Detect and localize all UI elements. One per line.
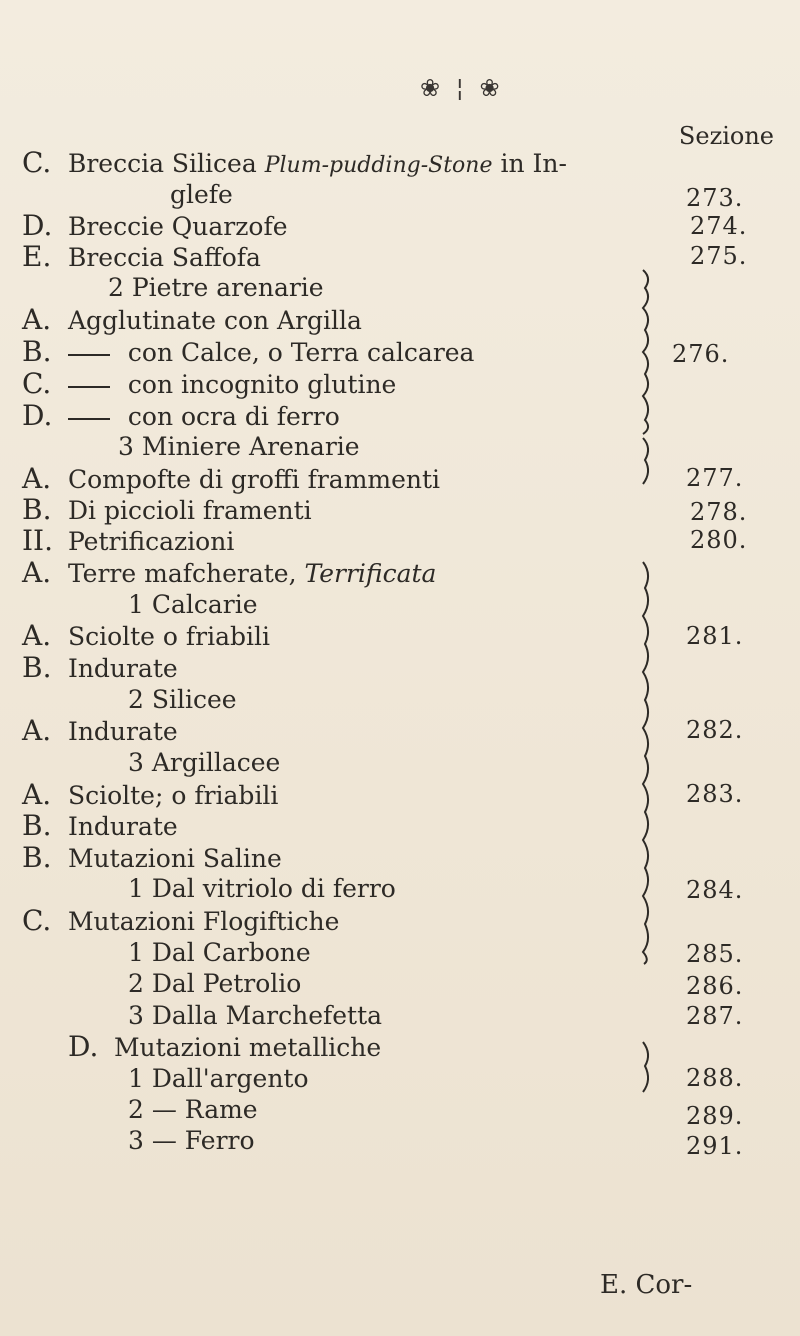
entry-text-after: in In- xyxy=(500,149,567,178)
entry-line xyxy=(22,526,234,557)
entry-text: Mutazioni Flogiftiche xyxy=(67,907,340,936)
entry-line xyxy=(128,1126,255,1156)
entry-text: Indurate xyxy=(67,812,178,841)
entry-line xyxy=(22,337,474,368)
entry-line xyxy=(22,621,270,652)
entry-text: con ocra di ferro xyxy=(127,402,340,431)
entry-line xyxy=(22,495,312,526)
entry-letter: A. xyxy=(22,714,52,747)
entry-text: Compofte di groffi frammenti xyxy=(67,465,441,494)
bracket xyxy=(640,1040,654,1094)
printer-ornament: ❀ ¦ ❀ xyxy=(420,74,504,102)
page-reference: 277. xyxy=(686,464,744,492)
entry-text: 2 Pietre arenarie xyxy=(108,273,324,302)
bracket xyxy=(640,436,654,486)
entry-line xyxy=(170,180,233,210)
page-reference: 281. xyxy=(686,622,744,650)
entry-text: con Calce, o Terra calcarea xyxy=(127,338,475,367)
catchword: E. Cor- xyxy=(600,1270,693,1300)
page-reference: 284. xyxy=(686,876,744,904)
entry-text: 2 — Rame xyxy=(128,1095,258,1124)
entry-line xyxy=(22,1032,381,1063)
entry-text-italic: Plum-pudding-Stone xyxy=(264,153,493,178)
page-reference: 285. xyxy=(686,940,744,968)
entry-text: Breccie Quarzofe xyxy=(67,212,288,241)
entry-line xyxy=(22,716,178,747)
page-reference: 278. xyxy=(690,498,748,526)
entry-letter: A. xyxy=(22,619,52,652)
entry-line xyxy=(128,748,280,778)
entry-text: Sciolte o friabili xyxy=(67,622,271,651)
entry-letter: B. xyxy=(22,493,52,526)
entry-line xyxy=(128,1001,382,1031)
bracket xyxy=(640,560,654,966)
page-reference: 276. xyxy=(672,340,730,368)
entry-line xyxy=(22,464,440,495)
page-reference: 291. xyxy=(686,1132,744,1160)
entry-letter: II. xyxy=(22,524,54,557)
entry-text: 3 Argillacee xyxy=(128,748,281,777)
entry-line xyxy=(128,1064,309,1094)
entry-line xyxy=(22,369,396,400)
page-reference: 282. xyxy=(686,716,744,744)
entry-text: 1 Dall'argento xyxy=(128,1064,309,1093)
entry-letter: D. xyxy=(68,1030,99,1063)
page-reference: 273. xyxy=(686,184,744,212)
entry-line xyxy=(128,685,237,715)
entry-line xyxy=(22,305,362,336)
page-reference: 286. xyxy=(686,972,744,1000)
entry-text: 3 — Ferro xyxy=(128,1126,255,1155)
entry-line xyxy=(22,148,567,181)
entry-text: Petrificazioni xyxy=(67,527,235,556)
entry-text: Mutazioni metalliche xyxy=(113,1033,382,1062)
entry-line xyxy=(22,843,282,874)
entry-text: 2 Silicee xyxy=(128,685,237,714)
entry-line xyxy=(108,273,324,303)
entry-line xyxy=(22,211,288,242)
entry-letter: A. xyxy=(22,303,52,336)
entry-line xyxy=(128,938,311,968)
entry-line xyxy=(22,653,178,684)
entry-line xyxy=(22,780,278,811)
entry-letter: D. xyxy=(22,399,53,432)
entry-letter: B. xyxy=(22,335,52,368)
page-reference: 274. xyxy=(690,212,748,240)
entry-letter: B. xyxy=(22,841,52,874)
entry-text: Sciolte; o friabili xyxy=(67,781,279,810)
entry-line xyxy=(118,432,360,462)
entry-text: 2 Dal Petrolio xyxy=(128,969,302,998)
entry-line xyxy=(128,1095,258,1125)
entry-text: 3 Dalla Marchefetta xyxy=(128,1001,383,1030)
entry-line xyxy=(22,811,178,842)
page-reference: 288. xyxy=(686,1064,744,1092)
entry-text: Mutazioni Saline xyxy=(67,844,282,873)
entry-text: con incognito glutine xyxy=(127,370,397,399)
entry-letter: C. xyxy=(22,367,52,400)
entry-text: Breccia Silicea xyxy=(67,149,257,178)
page-reference: 287. xyxy=(686,1002,744,1030)
entry-line xyxy=(128,969,301,999)
entry-line xyxy=(22,401,340,432)
ditto-dash xyxy=(68,354,110,356)
page-reference: 275. xyxy=(690,242,748,270)
page-reference: 283. xyxy=(686,780,744,808)
entry-text: 1 Calcarie xyxy=(128,590,258,619)
entry-letter: E. xyxy=(22,240,52,273)
entry-letter: C. xyxy=(22,146,52,179)
entry-text: 1 Dal vitriolo di ferro xyxy=(128,874,396,903)
entry-letter: D. xyxy=(22,209,53,242)
entry-letter: A. xyxy=(22,556,52,589)
page-reference: 280. xyxy=(690,526,748,554)
entry-letter: C. xyxy=(22,904,52,937)
entry-text: Di piccioli framenti xyxy=(67,496,312,525)
entry-text: Terre mafcherate, xyxy=(67,559,297,588)
bracket xyxy=(640,268,654,436)
entry-line xyxy=(128,590,258,620)
entry-text: Breccia Saffofa xyxy=(67,243,261,272)
running-head: Sezione xyxy=(678,122,774,150)
entry-letter: A. xyxy=(22,462,52,495)
entry-letter: B. xyxy=(22,809,52,842)
entry-text: 3 Miniere Arenarie xyxy=(118,432,360,461)
entry-line xyxy=(22,558,436,589)
entry-letter: B. xyxy=(22,651,52,684)
ditto-dash xyxy=(68,386,110,388)
entry-line xyxy=(22,906,339,937)
entry-text: Agglutinate con Argilla xyxy=(67,306,362,335)
entry-text: glefe xyxy=(170,180,233,209)
entry-text-italic: Terrificata xyxy=(304,559,437,588)
page-reference: 289. xyxy=(686,1102,744,1130)
entry-line xyxy=(22,242,261,273)
entry-text: 1 Dal Carbone xyxy=(128,938,311,967)
entry-letter: A. xyxy=(22,778,52,811)
entry-text: Indurate xyxy=(67,717,178,746)
entry-line xyxy=(128,874,396,904)
entry-text: Indurate xyxy=(67,654,178,683)
ditto-dash xyxy=(68,418,110,420)
